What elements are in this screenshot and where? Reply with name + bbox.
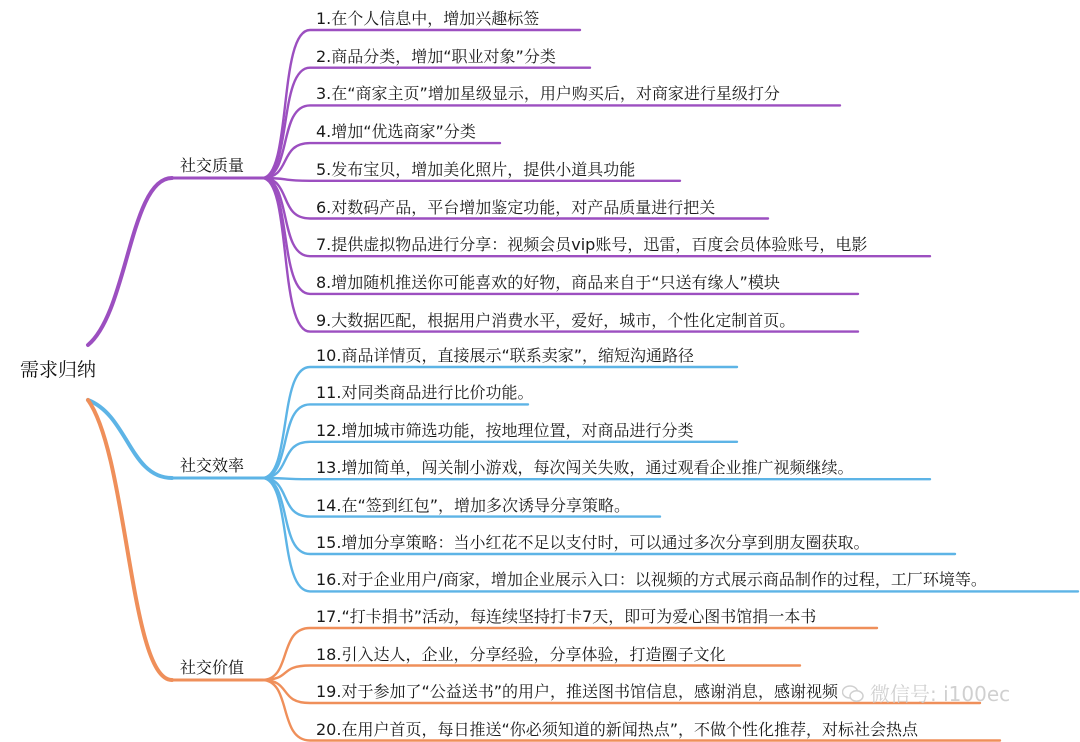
branch-social-quality: 社交质量: [180, 156, 245, 175]
leaf-item: 9.大数据匹配，根据用户消费水平，爱好，城市，个性化定制首页。: [316, 310, 796, 330]
leaf-item: 20.在用户首页，每日推送“你必须知道的新闻热点”，不做个性化推荐，对标社会热点: [316, 719, 919, 739]
leaf-item: 10.商品详情页，直接展示“联系卖家”，缩短沟通路径: [316, 346, 695, 365]
leaf-item: 4.增加“优选商家”分类: [316, 122, 476, 142]
leaf-item: 19.对于参加了“公益送书”的用户，推送图书馆信息，感谢消息，感谢视频: [316, 682, 839, 701]
leaf-item: 6.对数码产品，平台增加鉴定功能，对产品质量进行把关: [316, 197, 716, 217]
wechat-icon: [842, 685, 864, 703]
leaf-item: 1.在个人信息中，增加兴趣标签: [316, 9, 540, 28]
leaf-item: 11.对同类商品进行比价功能。: [316, 383, 534, 403]
root-connector: [88, 178, 172, 345]
root-connector: [88, 400, 172, 680]
branch-social-efficiency: 社交效率: [180, 456, 245, 475]
root-node: 需求归纳: [20, 359, 97, 381]
branch-social-value: 社交价值: [180, 658, 245, 677]
leaf-item: 14.在“签到红包”，增加多次诱导分享策略。: [316, 495, 631, 515]
leaf-item: 16.对于企业用户/商家，增加企业展示入口：以视频的方式展示商品制作的过程，工厂环境等。: [316, 570, 987, 590]
leaf-item: 13.增加简单，闯关制小游戏，每次闯关失败，通过观看企业推广视频继续。: [316, 458, 854, 478]
leaf-connector: [262, 666, 800, 681]
leaf-item: 12.增加城市筛选功能，按地理位置，对商品进行分类: [316, 420, 694, 440]
wechat-watermark: [842, 682, 1010, 706]
leaf-item: 15.增加分享策略：当小红花不足以支付时，可以通过多次分享到朋友圈获取。: [316, 533, 870, 552]
leaf-item: 7.提供虚拟物品进行分享：视频会员vip账号，迅雷，百度会员体验账号，电影: [316, 235, 868, 255]
leaf-item: 18.引入达人，企业，分享经验，分享体验，打造圈子文化: [316, 644, 726, 664]
leaf-item: 8.增加随机推送你可能喜欢的好物，商品来自于“只送有缘人”模块: [316, 272, 780, 292]
leaf-item: 5.发布宝贝，增加美化照片，提供小道具功能: [316, 159, 636, 179]
leaf-item: 17.“打卡捐书”活动，每连续坚持打卡7天，即可为爱心图书馆捐一本书: [316, 607, 817, 626]
root-connector: [88, 400, 172, 478]
leaf-item: 3.在“商家主页”增加星级显示，用户购买后，对商家进行星级打分: [316, 84, 780, 104]
watermark-text: 微信号: i100ec: [870, 682, 1011, 706]
leaf-item: 2.商品分类，增加“职业对象”分类: [316, 46, 556, 66]
